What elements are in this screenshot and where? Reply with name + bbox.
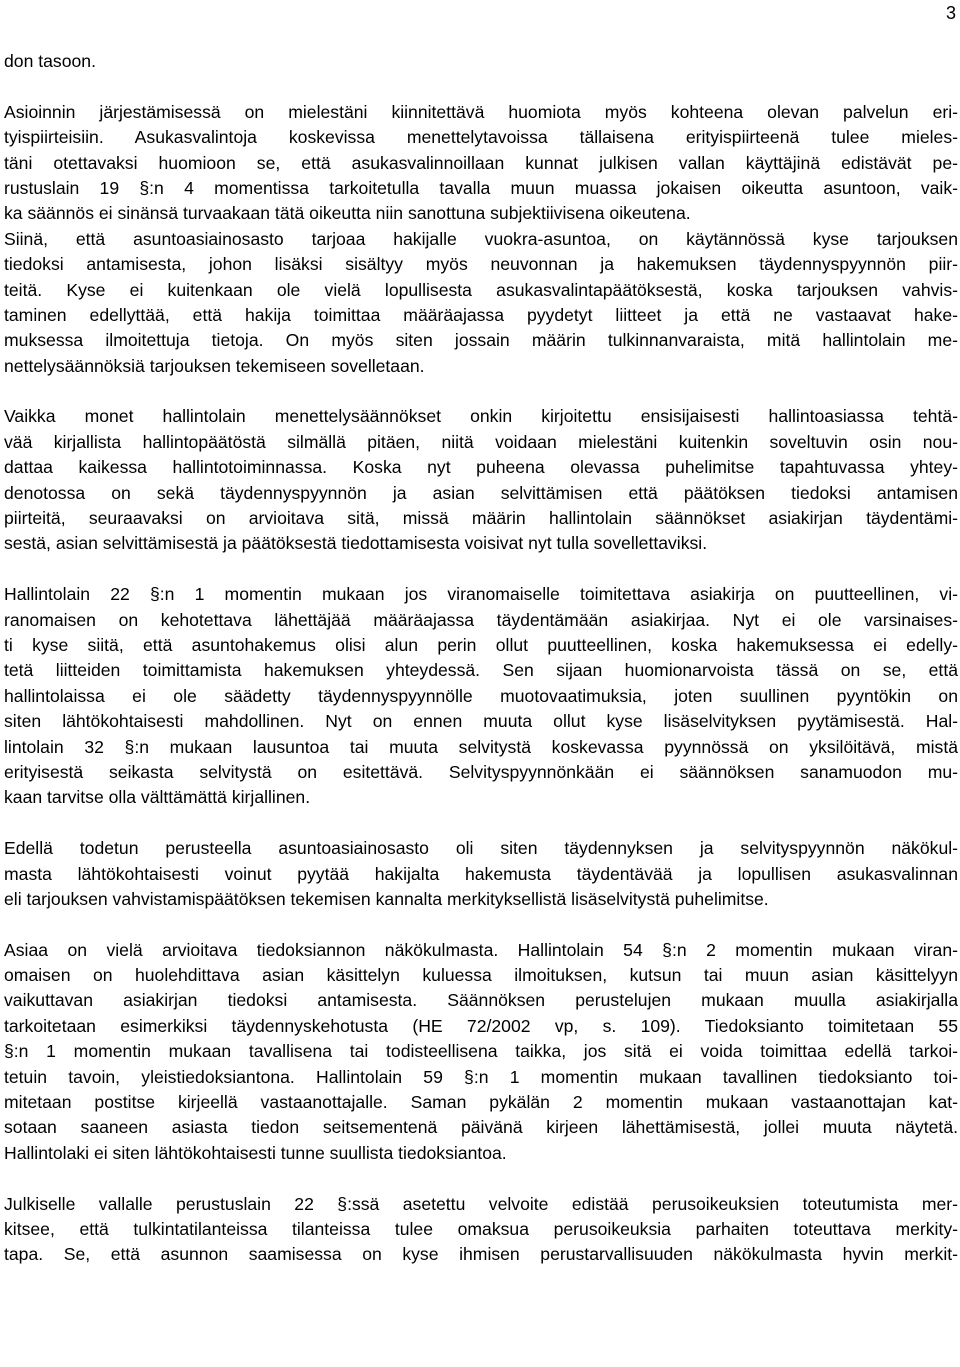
text-line: Asioinnin järjestämisessä on mielestäni kiinnitettävä huomiota myös kohteena olevan palvelun eri- (4, 101, 958, 122)
document-body (4, 49, 958, 1268)
paragraph-spacer (4, 557, 958, 582)
text-line: teitä. Kyse ei kuitenkaan ole vielä lopullisesta asukasvalintapäätöksestä, koska tarjouksen vahvis- (4, 279, 958, 300)
text-line: erityisestä seikasta selvitystä on esitettävä. Selvityspyynnönkään ei säännöksen sanamuodon mu- (4, 761, 958, 782)
paragraph-spacer (4, 912, 958, 937)
paragraph (4, 49, 958, 74)
paragraph (4, 938, 958, 1167)
text-line: omaisen on huolehdittava asian käsittelyn kuluessa ilmoituksen, kutsun tai muun asian käsittelyyn (4, 965, 958, 986)
text-line: Julkiselle vallalle perustuslain 22 §:ssä asetettu velvoite edistää perusoikeuksien toteutumista mer- (4, 1193, 958, 1214)
paragraph-spacer (4, 1166, 958, 1191)
text-line: piirteitä, seuraavaksi on arvioitava sitä, missä määrin hallintolain säännökset asiakirjan täydentämi- (4, 508, 958, 529)
text-line: kitsee, että tulkintatilanteissa tilanteissa tulee omaksua perusoikeuksia parhaiten toteuttava merkity- (4, 1218, 958, 1239)
text-line: masta lähtökohtaisesti voinut pyytää hakijalta hakemusta täydentävää ja lopullisen asukasvalinnan (4, 863, 958, 884)
text-line: muksessa ilmoitettuja tietoja. On myös siten jossain määrin tulkinnanvaraista, mitä hallintolain me- (4, 330, 958, 351)
text-line: ranomaisen on kehotettava lähettäjää määräajassa täydentämään asiakirjaa. Nyt ei ole varsinaises- (4, 609, 958, 630)
text-line: Vaikka monet hallintolain menettelysäännökset onkin kirjoitettu ensisijaisesti hallintoasiassa tehtä- (4, 406, 958, 427)
text-line: vaikuttavan asiakirjan tiedoksi antamisesta. Säännöksen perustelujen mukaan muulla asiakirjalla (4, 990, 958, 1011)
text-line: §:n 1 momentin mukaan tavallisena tai todisteellisena taikka, jos sitä ei voida toimittaa edellä tarkoi- (4, 1041, 958, 1062)
text-line: dattaa kaikessa hallintotoiminnassa. Koska nyt puheena olevassa puhelimitse tapahtuvassa yhtey- (4, 457, 958, 478)
text-line: Edellä todetun perusteella asuntoasiainosasto oli siten täydennyksen ja selvityspyynnön näkökul- (4, 838, 958, 859)
text-line: vää kirjallista hallintopäätöstä silmällä pitäen, niitä voidaan mielestäni kuitenkin soveltuvin osin nou- (4, 431, 958, 452)
text-line: Asiaa on vielä arvioitava tiedoksiannon näkökulmasta. Hallintolain 54 §:n 2 momentin mukaan viran- (4, 939, 958, 960)
text-line: taminen edellyttää, että hakija toimittaa määräajassa pyydetyt liitteet ja että ne vastaavat hake- (4, 304, 958, 325)
text-line: don tasoon. (4, 51, 96, 71)
text-line: denotossa on sekä täydennyspyynnön ja asian selvittämisen että päätöksen tiedoksi antamisen (4, 482, 958, 503)
paragraph-spacer (4, 811, 958, 836)
paragraph (4, 100, 958, 379)
text-line: tetä liitteiden toimittamista hakemuksen yhteydessä. Sen sijaan huomionarvoista tässä on se, että (4, 660, 958, 681)
text-line: Hallintolain 22 §:n 1 momentin mukaan jos viranomaiselle toimitettava asiakirja on puutteellinen, vi- (4, 584, 958, 605)
text-line: ti kyse siitä, että asuntohakemus olisi alun perin ollut puutteellinen, koska hakemuksessa ei edelly- (4, 634, 958, 655)
text-line: tyispiirteisiin. Asukasvalintoja koskevissa menettelytavoissa tällaisena erityispiirteenä tulee mieles- (4, 127, 958, 148)
text-line: hallintolaissa ei ole säädetty täydennyspyynnölle muotovaatimuksia, joten suullinen pyyntökin on (4, 685, 958, 706)
text-line: tapa. Se, että asunnon saamisessa on kyse ihmisen perustarvallisuuden näkökulmasta hyvin merkit- (4, 1244, 958, 1265)
text-line: nettelysäännöksiä tarjouksen tekemiseen sovelletaan. (4, 355, 425, 376)
text-line: tiedoksi antamisesta, johon lisäksi sisältyy myös neuvonnan ja hakemuksen täydennyspyynnön piir- (4, 254, 958, 275)
paragraph (4, 836, 958, 912)
text-line: rustuslain 19 §:n 4 momentissa tarkoitetulla tavalla muun muassa jokaisen oikeutta asuntoon, vaik- (4, 177, 958, 198)
text-line: eli tarjouksen vahvistamispäätöksen tekemisen kannalta merkityksellistä lisäselvitystä puhelimitse. (4, 888, 769, 909)
text-line: Siinä, että asuntoasiainosasto tarjoaa hakijalle vuokra-asuntoa, on käytännössä kyse tarjouksen (4, 228, 958, 249)
text-line: kaan tarvitse olla välttämättä kirjallinen. (4, 787, 311, 808)
text-line: siten lähtökohtaisesti mahdollinen. Nyt on ennen muuta ollut kyse lisäselvityksen pyytämisestä. Hal- (4, 711, 958, 732)
text-line: sestä, asian selvittämisestä ja päätöksestä tiedottamisesta voisivat nyt tulla sovellettaviksi. (4, 533, 708, 554)
text-line: tetuin tavoin, yleistiedoksiantona. Hallintolain 59 §:n 1 momentin mukaan tavallinen tiedoksianto toi- (4, 1066, 958, 1087)
text-line: täni otettavaksi huomioon se, että asukasvalinnoillaan kunnat julkisen vallan käyttäjinä edistävät pe- (4, 152, 958, 173)
paragraph (4, 1192, 958, 1268)
paragraph (4, 582, 958, 811)
paragraph-spacer (4, 74, 958, 99)
text-line: mitetaan postitse kirjeellä vastaanottajalle. Saman pykälän 2 momentin mukaan vastaanottajan kat- (4, 1092, 958, 1113)
page-number: 3 (945, 3, 956, 23)
text-line: sotaan saaneen asiasta tiedon seitsementenä päivänä kirjeen lähettämisestä, jollei muuta näytetä. (4, 1117, 958, 1138)
text-line: Hallintolaki ei siten lähtökohtaisesti tunne suullista tiedoksiantoa. (4, 1142, 507, 1163)
text-line: tarkoitetaan esimerkiksi täydennyskehotusta (HE 72/2002 vp, s. 109). Tiedoksianto toimitetaan 55 (4, 1015, 958, 1036)
text-line: ka säännös ei sinänsä turvaakaan tätä oikeutta niin sanottuna subjektiivisena oikeutena. (4, 203, 691, 224)
paragraph (4, 404, 958, 556)
paragraph-spacer (4, 379, 958, 404)
text-line: lintolain 32 §:n mukaan lausuntoa tai muuta selvitystä koskevassa pyynnössä on yksilöitävä, mistä (4, 736, 958, 757)
